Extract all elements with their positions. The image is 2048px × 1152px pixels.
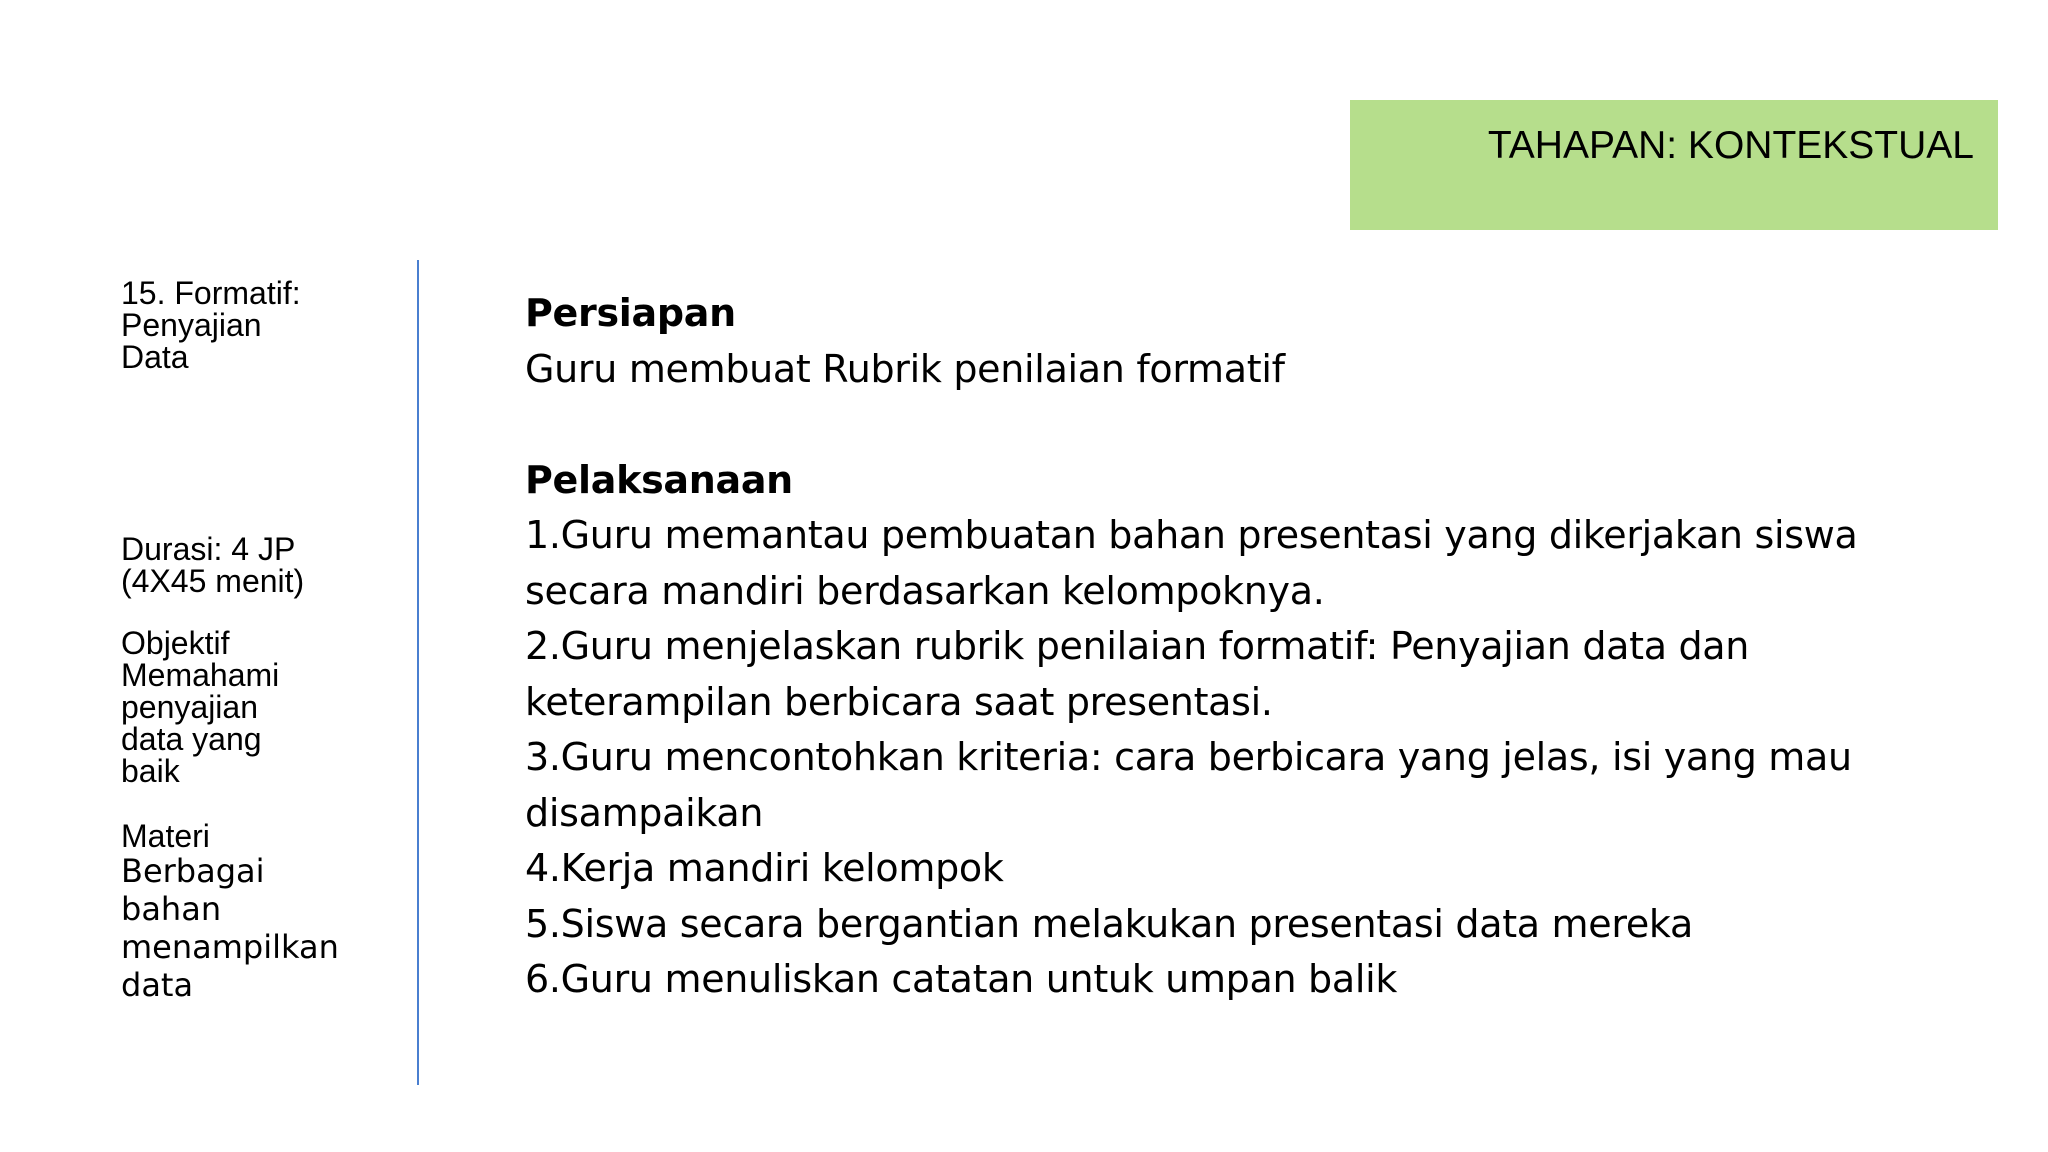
execution-line: 6.Guru menuliskan catatan untuk umpan balik <box>525 957 1398 1001</box>
execution-line: 1.Guru memantau pembuatan bahan presentasi yang dikerjakan siswa <box>525 513 1858 557</box>
section-spacer <box>525 397 1965 453</box>
material-heading: Materi <box>121 818 210 854</box>
preparation-heading: Persiapan <box>525 291 736 335</box>
preparation-text: Guru membuat Rubrik penilaian formatif <box>525 346 1285 391</box>
stage-label: TAHAPAN: KONTEKSTUAL <box>1487 124 1974 167</box>
lesson-objective <box>121 627 411 787</box>
execution-line: 3.Guru mencontohkan kriteria: cara berbicara yang jelas, isi yang mau <box>525 735 1852 779</box>
vertical-divider <box>417 260 419 1085</box>
objective-line: penyajian <box>121 689 258 725</box>
lesson-title <box>121 277 411 373</box>
lesson-title-line: Penyajian <box>121 307 262 343</box>
execution-heading: Pelaksanaan <box>525 457 793 502</box>
duration-line: (4X45 menit) <box>121 563 305 599</box>
execution-line: keterampilan berbicara saat presentasi. <box>525 679 1273 724</box>
objective-line: data yang <box>121 721 262 757</box>
lesson-material <box>121 820 411 1004</box>
stage-banner <box>1350 100 1998 230</box>
execution-line: secara mandiri berdasarkan kelompoknya. <box>525 568 1325 613</box>
material-line: data <box>121 966 194 1004</box>
execution-line: 5.Siswa secara bergantian melakukan presentasi data mereka <box>525 901 1693 946</box>
lesson-title-line: Data <box>121 339 189 375</box>
material-line: bahan <box>121 890 222 928</box>
lesson-sidebar <box>121 277 411 1004</box>
lesson-content <box>525 286 1965 1008</box>
duration-line: Durasi: 4 JP <box>121 531 296 567</box>
objective-line: Memahami <box>121 657 280 693</box>
objective-heading: Objektif <box>121 625 230 661</box>
execution-line: disampaikan <box>525 790 764 835</box>
objective-line: baik <box>121 753 180 789</box>
execution-line: 4.Kerja mandiri kelompok <box>525 846 1004 890</box>
execution-line: 2.Guru menjelaskan rubrik penilaian formatif: Penyajian data dan <box>525 624 1750 668</box>
lesson-title-line: 15. Formatif: <box>121 275 301 311</box>
lesson-duration <box>121 533 411 597</box>
material-line: Berbagai <box>121 852 265 890</box>
material-line: menampilkan <box>121 928 339 966</box>
